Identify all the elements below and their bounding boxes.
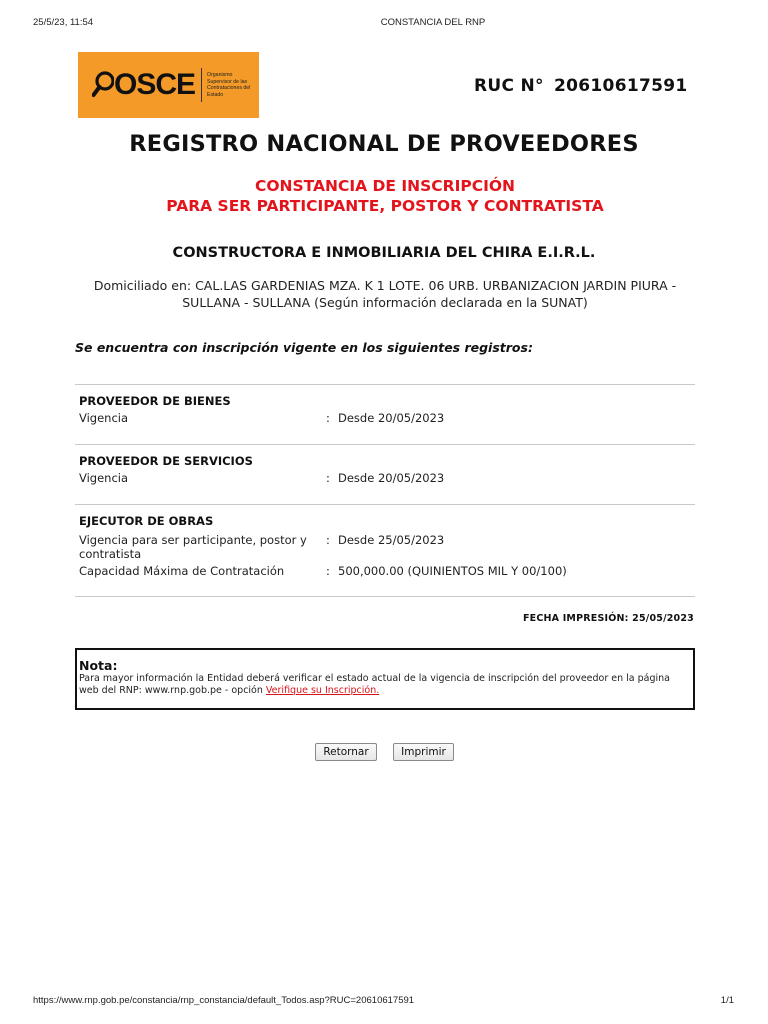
logo-wordmark: OSCE — [114, 68, 196, 101]
registry-intro: Se encuentra con inscripción vigente en los siguientes registros: — [75, 340, 533, 355]
print-date: FECHA IMPRESIÓN: 25/05/2023 — [522, 613, 694, 624]
certificate-title-line1: CONSTANCIA DE INSCRIPCIÓN — [254, 177, 516, 195]
logo-divider — [201, 68, 202, 102]
print-page-number: 1/1 — [720, 995, 734, 1006]
registry-row-colon: : — [326, 564, 330, 578]
registry-title: PROVEEDOR DE BIENES — [79, 394, 231, 408]
verify-registration-link[interactable]: Verifique su Inscripción. — [265, 684, 380, 696]
print-datetime: 25/5/23, 11:54 — [33, 17, 94, 28]
certificate-title-line2: PARA SER PARTICIPANTE, POSTOR Y CONTRATISTA — [166, 197, 604, 215]
print-page-title: CONSTANCIA DEL RNP — [380, 17, 486, 28]
registry-title: PROVEEDOR DE SERVICIOS — [79, 454, 253, 468]
registry-section-works — [75, 514, 695, 590]
back-button[interactable]: Retornar — [315, 743, 377, 761]
osce-logo-mark — [92, 70, 195, 100]
company-name: CONSTRUCTORA E INMOBILIARIA DEL CHIRA E.I.R.L. — [172, 245, 596, 261]
logo-subtitle: Organismo Supervisor de las Contrataciones del Estado — [207, 72, 251, 98]
registry-row-colon: : — [326, 411, 330, 425]
registry-row-label: Vigencia — [79, 411, 129, 425]
ruc-label: RUC N° — [474, 76, 544, 96]
note-title: Nota: — [79, 658, 118, 673]
ruc-number — [474, 76, 687, 96]
osce-logo — [78, 52, 259, 118]
registry-title: EJECUTOR DE OBRAS — [79, 514, 214, 528]
divider — [75, 444, 695, 445]
registry-row-label: Vigencia — [79, 471, 129, 485]
registry-row-colon: : — [326, 533, 330, 547]
registry-row-value: 500,000.00 (QUINIENTOS MIL Y 00/100) — [338, 564, 567, 578]
print-button[interactable]: Imprimir — [393, 743, 454, 761]
company-address: Domiciliado en: CAL.LAS GARDENIAS MZA. K 1 LOTE. 06 URB. URBANIZACION JARDIN PIURA - SULLANA - SULLANA (Según información declarada en la SUNAT) — [93, 278, 677, 310]
ruc-value: 20610617591 — [554, 76, 688, 96]
registry-row-value: Desde 20/05/2023 — [338, 471, 445, 485]
registry-row-label: Capacidad Máxima de Contratación — [79, 564, 285, 578]
divider — [75, 384, 695, 385]
page-title: REGISTRO NACIONAL DE PROVEEDORES — [129, 131, 639, 157]
divider — [75, 504, 695, 505]
registry-row-colon: : — [326, 471, 330, 485]
print-url: https://www.rnp.gob.pe/constancia/rnp_constancia/default_Todos.asp?RUC=20610617591 — [33, 995, 415, 1006]
note-box — [75, 648, 695, 710]
registry-section-goods — [75, 394, 695, 434]
registry-row-label: Vigencia para ser participante, postor y contratista — [79, 533, 307, 561]
note-body: Para mayor información la Entidad deberá verificar el estado actual de la vigencia de inscripción del proveedor en la página web del RNP: www.rnp.gob.pe - opción — [79, 673, 671, 696]
magnifier-icon — [92, 70, 114, 100]
registry-row-value: Desde 20/05/2023 — [338, 411, 445, 425]
note-text — [79, 673, 689, 696]
registry-section-services — [75, 454, 695, 494]
registry-row-value: Desde 25/05/2023 — [338, 533, 445, 547]
divider — [75, 596, 695, 597]
